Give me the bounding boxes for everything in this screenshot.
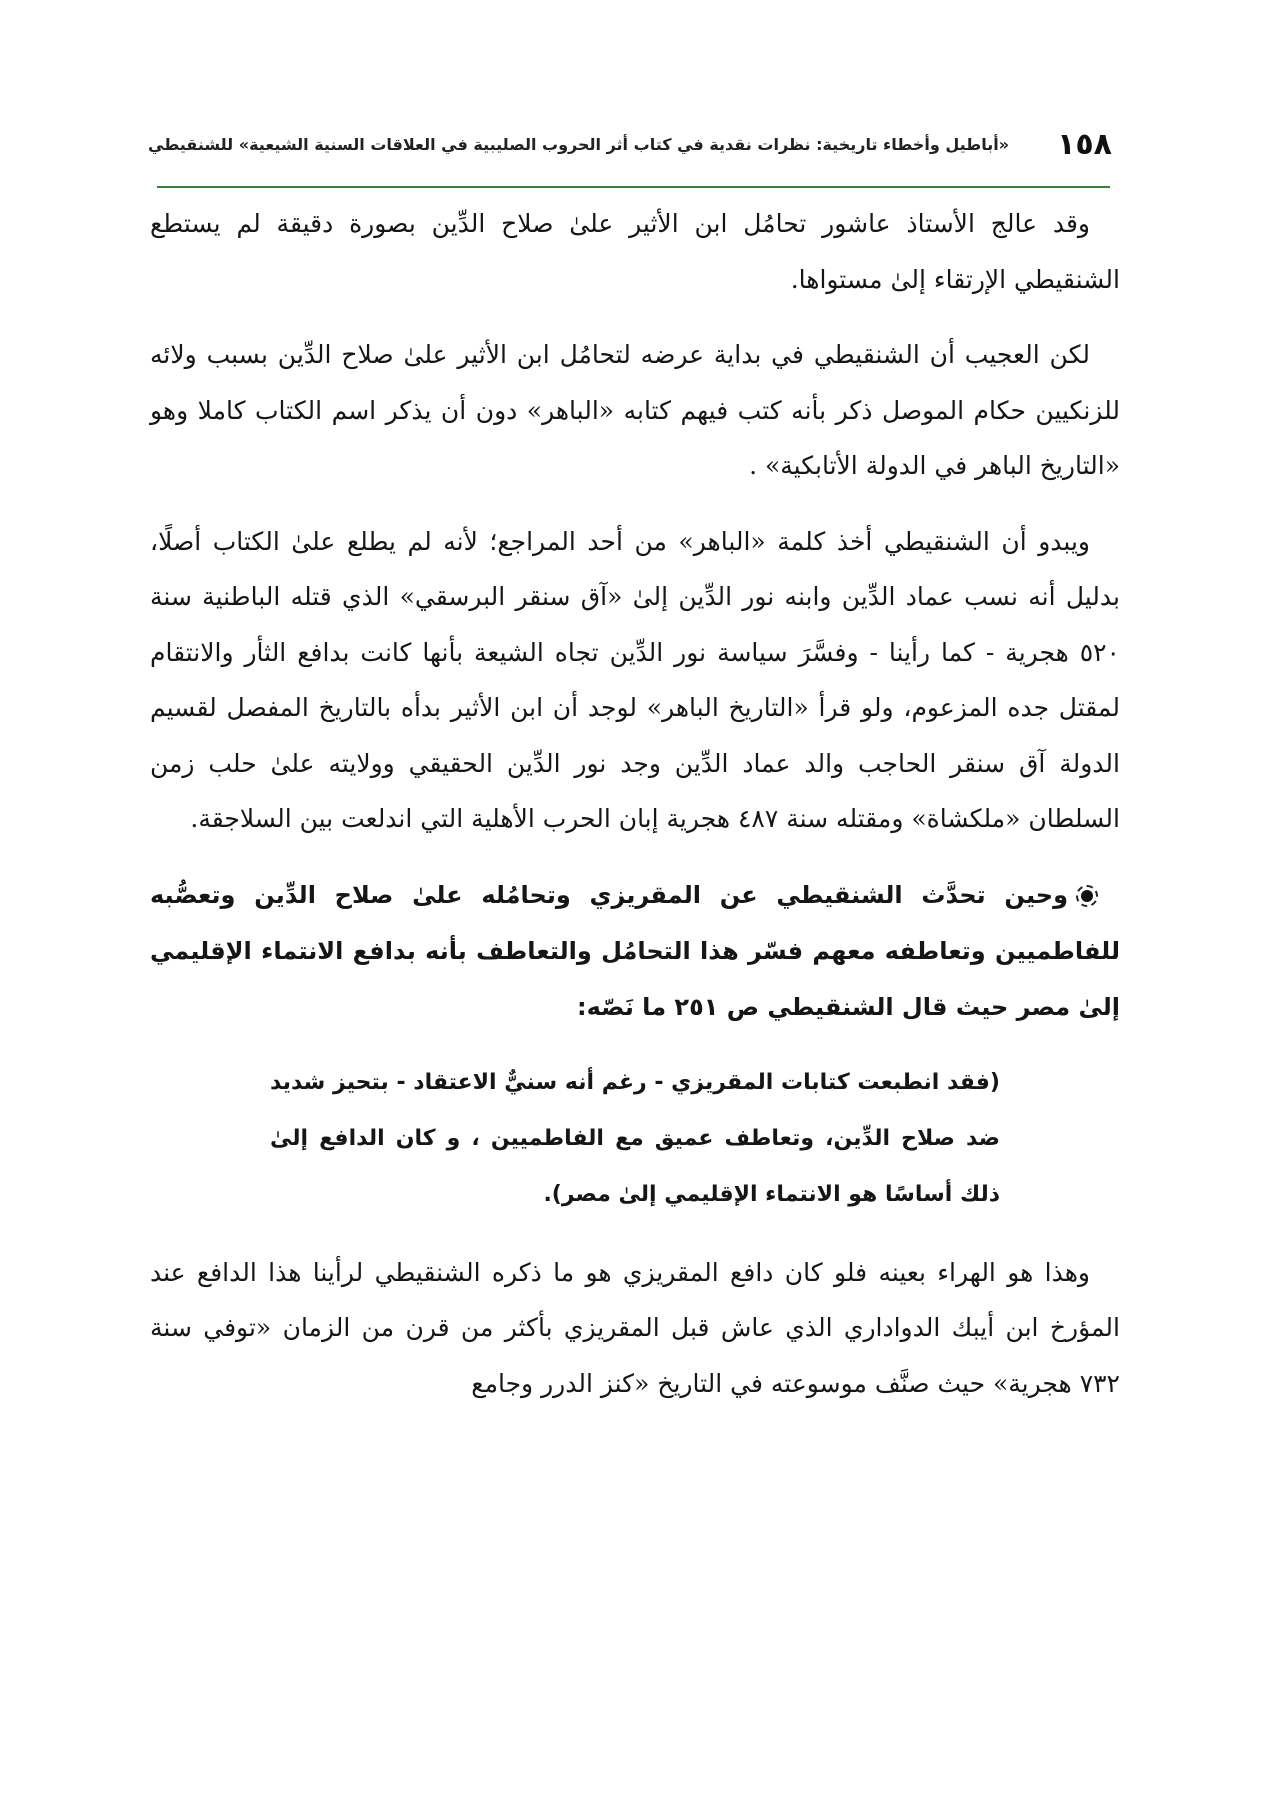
paragraph: ويبدو أن الشنقيطي أخذ كلمة «الباهر» من أحد المراجع؛ لأنه لم يطلع علىٰ الكتاب أصلًا، بدليل أنه نسب عماد الدِّين وابنه نور الدِّين إلىٰ «آق سنقر البرسقي» الذي قتله الباطنية سنة ٥٢٠ هجرية - كما رأينا - وفسَّرَ سياسة نور الدِّين تجاه الشيعة بأنها كانت بدافع الثأر والانتقام لمقتل جده المزعوم، ولو قرأ «التاريخ الباهر» لوجد أن ابن الأثير بدأه بالتاريخ المفصل لقسيم الدولة آق سنقر الحاجب والد عماد الدِّين وجد نور الدِّين الحقيقي وولايته علىٰ حلب زمن السلطان «ملكشاة» ومقتله سنة ٤٨٧ هجرية إبان الحرب الأهلية التي اندلعت بين السلاجقة.	[150, 526, 1120, 833]
block-quote: (فقد انطبعت كتابات المقريزي - رغم أنه سنيٌّ الاعتقاد - بتحيز شديد ضد صلاح الدِّين، وتعاطف عميق مع الفاطميين ، و كان الدافع إلىٰ ذلك أساسًا هو الانتماء الإقليمي إلىٰ مصر).	[270, 1069, 1000, 1207]
running-header	[150, 122, 1112, 166]
body-text	[150, 196, 1120, 1431]
running-title: «أباطيل وأخطاء تاريخية: نظرات نقدية في كتاب أثر الحروب الصليبية في العلاقات السنية الشيعية» للشنقيطي	[148, 134, 1010, 154]
paragraph: وقد عالج الأستاذ عاشور تحامُل ابن الأثير علىٰ صلاح الدِّين بصورة دقيقة لم يستطع الشنقيطي الإرتقاء إلىٰ مستواها.	[150, 209, 1120, 294]
paragraph: وهذا هو الهراء بعينه فلو كان دافع المقريزي هو ما ذكره الشنقيطي لرأينا هذا الدافع عند المؤرخ ابن أيبك الدواداري الذي عاش قبل المقريزي بأكثر من قرن من الزمان «توفي سنة ٧٣٢ هجرية» حيث صنَّف موسوعته في التاريخ «كنز الدرر وجامع	[150, 1257, 1120, 1398]
page-number: ١٥٨	[1057, 126, 1112, 162]
paragraph: لكن العجيب أن الشنقيطي في بداية عرضه لتحامُل ابن الأثير علىٰ صلاح الدِّين بسبب ولائه للزنكيين حكام الموصل ذكر بأنه كتب فيهم كتابه «الباهر» دون أن يذكر اسم الكتاب كاملا وهو «التاريخ الباهر في الدولة الأتابكية» .	[150, 340, 1120, 480]
bold-paragraph	[150, 867, 1120, 1035]
dashed-circle-bullet-icon	[1076, 885, 1098, 907]
header-divider	[157, 186, 1110, 188]
bold-paragraph-text: وحين تحدَّث الشنقيطي عن المقريزي وتحامُله علىٰ صلاح الدِّين وتعصُّبه للفاطميين وتعاطفه معهم فسّر هذا التحامُل والتعاطف بأنه بدافع الانتماء الإقليمي إلىٰ مصر حيث قال الشنقيطي ص ٢٥١ ما نَصّه:	[150, 880, 1120, 1021]
